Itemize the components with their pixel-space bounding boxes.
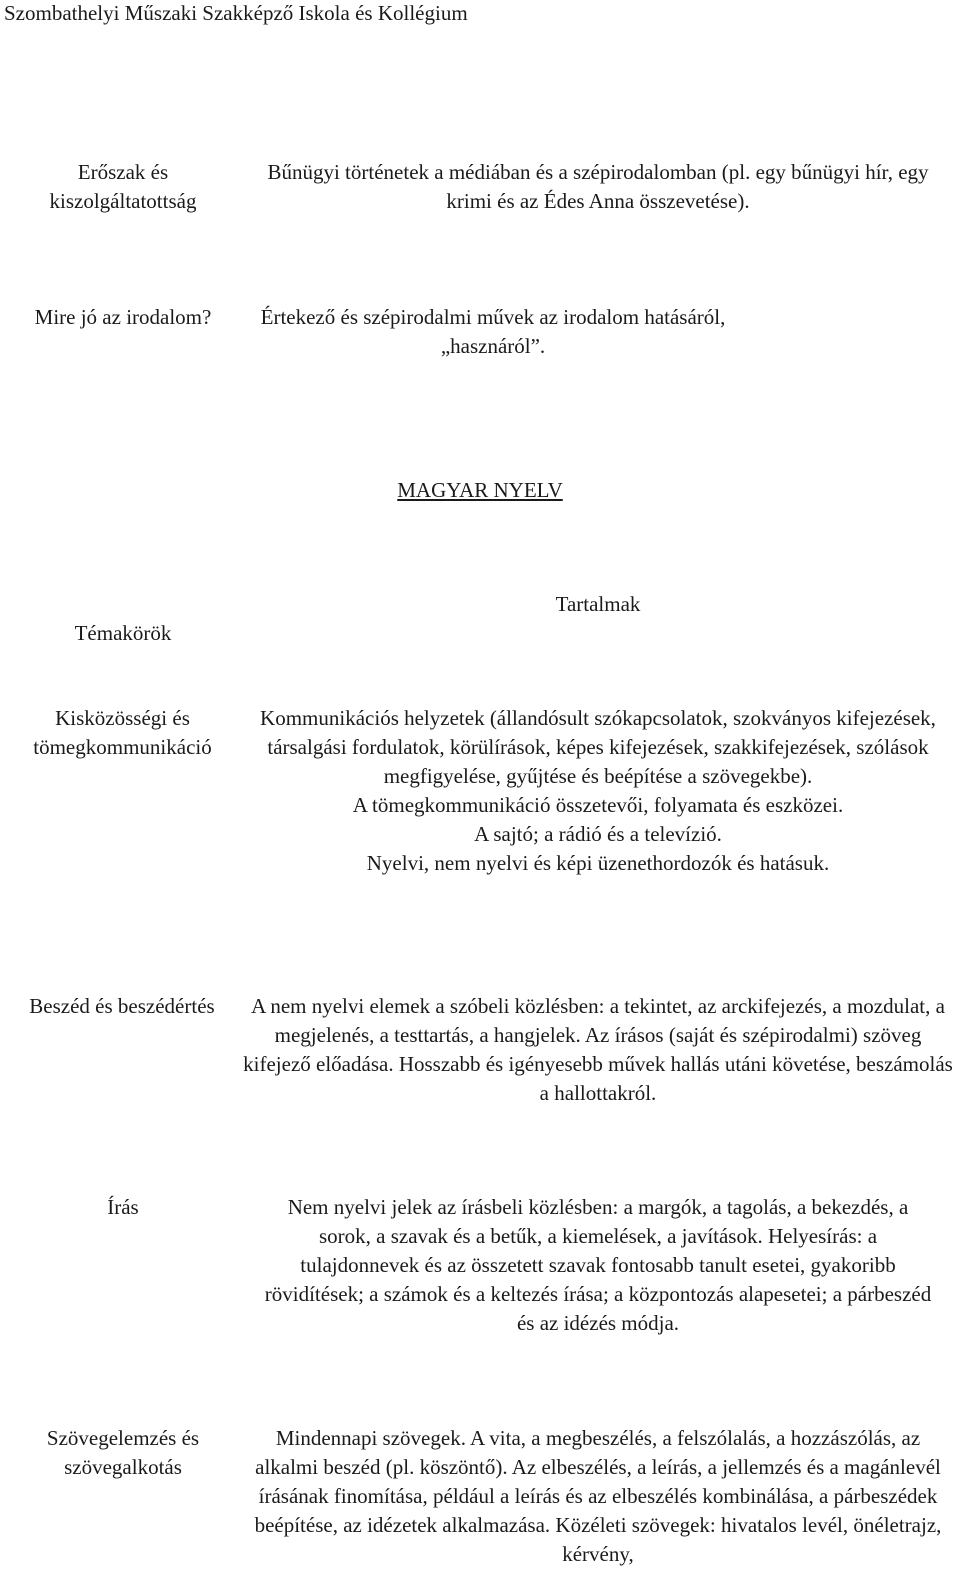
content-cell [243, 992, 953, 1108]
content-paragraph: A nem nyelvi elemek a szóbeli közlésben: a tekintet, az arckifejezés, a mozdulat, a megjelenés, a testtartás, a hangjelek. Az írásos (saját és szépirodalmi) szöveg kifejező előadása. Hosszabb és igényesebb művek hallás utáni követése, beszámolás a hallottakról. [243, 994, 953, 1105]
column-header-contents: Tartalmak [555, 592, 641, 616]
content-cell [243, 1424, 953, 1569]
content-paragraph: Nyelvi, nem nyelvi és képi üzenethordozók és hatásuk. [366, 851, 830, 875]
topic-cell: Szövegelemzés és szövegalkotás [46, 1426, 200, 1479]
topic-cell: Kisközösségi és tömegkommunikáció [33, 706, 212, 759]
content-paragraph: A sajtó; a rádió és a televízió. [474, 822, 722, 846]
topic-cell: Beszéd és beszédértés [29, 994, 215, 1018]
topic-cell: Írás [107, 1195, 139, 1219]
school-header: Szombathelyi Műszaki Szakképző Iskola és Kollégium [4, 1, 468, 25]
content-cell [243, 704, 953, 878]
section-title: MAGYAR NYELV [397, 478, 563, 502]
content-paragraph: A tömegkommunikáció összetevői, folyamata és eszközei. [352, 793, 844, 817]
column-header-topics: Témakörök [74, 621, 172, 645]
topic-cell: Erőszak és kiszolgáltatottság [49, 160, 197, 213]
content-cell: Bűnügyi történetek a médiában és a szépirodalomban (pl. egy bűnügyi hír, egy krimi és az Édes Anna összevetése). [267, 160, 929, 213]
content-paragraph: Nem nyelvi jelek az írásbeli közlésben: a margók, a tagolás, a bekezdés, a sorok, a szavak és a betűk, a kiemelések, a javítások. Helyesírás: a tulajdonnevek és az összetett szavak fontosabb tanult esetei, gyakoribb rövidítések; a számok és a keltezés írása; a központozás alapesetei; a párbeszéd és az idézés módja. [264, 1195, 932, 1335]
content-cell: Értekező és szépirodalmi művek az irodalom hatásáról, „hasznáról”. [260, 305, 726, 358]
content-cell [262, 1193, 934, 1338]
topic-cell: Mire jó az irodalom? [34, 305, 212, 329]
content-paragraph: Mindennapi szövegek. A vita, a megbeszélés, a felszólalás, a hozzászólás, az alkalmi beszéd (pl. köszöntő). Az elbeszélés, a leírás, a jellemzés és a magánlevél írásának finomítása, például a leírás és az elbeszélés kombinálása, a párbeszédek beépítése, az idézetek alkalmazása. Közéleti szövegek: hivatalos levél, önéletrajz, kérvény, [254, 1426, 942, 1566]
content-paragraph: Kommunikációs helyzetek (állandósult szókapcsolatok, szokványos kifejezések, társalgási fordulatok, körülírások, képes kifejezések, szakkifejezések, szólások megfigyelése, gyűjtése és beépítése a szövegekbe). [260, 706, 936, 788]
